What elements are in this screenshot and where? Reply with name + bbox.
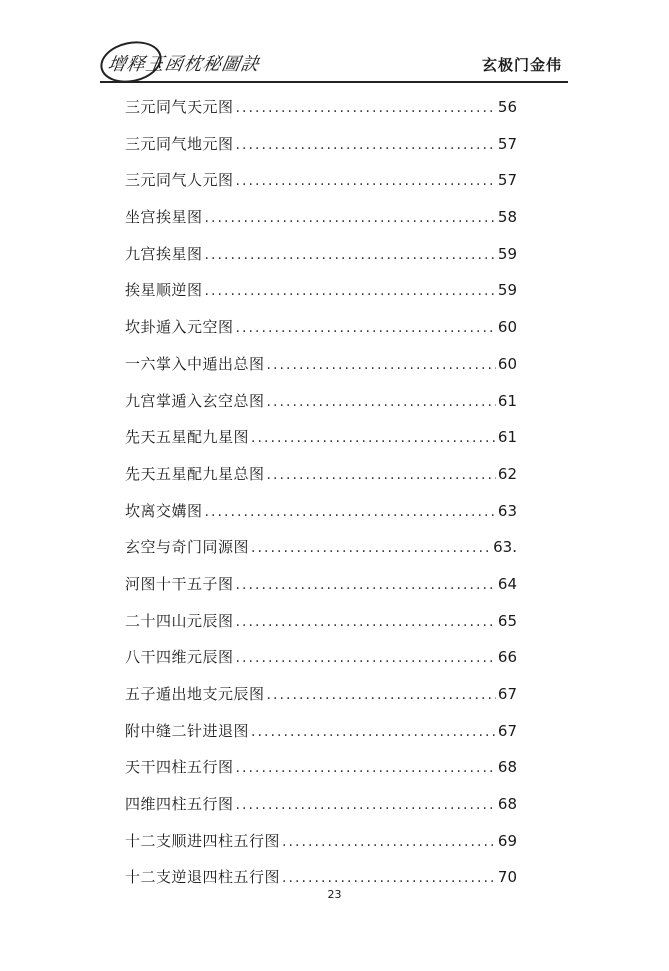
toc-entry[interactable] <box>125 677 517 714</box>
toc-entry-page: 70 <box>497 868 517 887</box>
toc-entry[interactable] <box>125 640 517 677</box>
toc-entry-title: 四维四柱五行图 <box>125 795 234 814</box>
author-name: 玄极门金伟 <box>481 56 562 74</box>
toc-entry[interactable] <box>125 273 517 310</box>
toc-entry-page: 66 <box>497 648 517 667</box>
dot-leader <box>205 501 496 523</box>
toc-entry[interactable] <box>125 90 517 127</box>
toc-entry-title: 九宫挨星图 <box>125 244 203 263</box>
toc-entry[interactable] <box>125 567 517 604</box>
toc-entry-title: 先天五星配九星图 <box>125 428 250 447</box>
toc-entry-title: 八干四维元辰图 <box>125 648 234 667</box>
dot-leader <box>282 831 496 853</box>
dot-leader <box>267 464 496 486</box>
toc-entry[interactable] <box>125 824 517 861</box>
toc-entry-title: 坐宫挨星图 <box>125 208 203 227</box>
toc-entry-page: 57 <box>497 171 517 190</box>
dot-leader <box>236 757 496 779</box>
toc-entry-page: 60 <box>497 354 517 373</box>
page-header <box>100 42 570 84</box>
dot-leader <box>205 244 496 266</box>
toc-entry-title: 三元同气地元图 <box>125 134 234 153</box>
toc-entry-page: 65 <box>497 611 517 630</box>
header-divider <box>100 81 568 83</box>
dot-leader <box>205 280 496 302</box>
dot-leader <box>236 134 496 156</box>
dot-leader <box>236 611 496 633</box>
toc-entry[interactable] <box>125 310 517 347</box>
toc-entry-page: 68 <box>497 795 517 814</box>
toc-entry-title: 三元同气天元图 <box>125 98 234 116</box>
toc-entry-title: 三元同气人元图 <box>125 171 234 190</box>
dot-leader <box>205 207 496 229</box>
toc-entry-title: 五子遁出地支元辰图 <box>125 685 265 703</box>
toc-entry-title: 玄空与奇门同源图 <box>125 538 250 557</box>
toc-entry[interactable] <box>125 530 517 567</box>
toc-entry[interactable] <box>125 494 517 531</box>
dot-leader <box>236 97 496 119</box>
toc-entry-page: 64 <box>497 574 517 593</box>
toc-entry-title: 河图十干五子图 <box>125 574 234 593</box>
toc-entry[interactable] <box>125 127 517 164</box>
toc-entry[interactable] <box>125 384 517 421</box>
toc-entry-page: 63 <box>497 501 517 520</box>
toc-entry-title: 附中缝二针进退图 <box>125 721 250 740</box>
toc-entry[interactable] <box>125 347 517 384</box>
toc-entry-title: 先天五星配九星总图 <box>125 464 265 483</box>
toc-entry-page: 67 <box>497 721 517 740</box>
dot-leader <box>251 427 496 449</box>
toc-entry-title: 九宫掌遁入玄空总图 <box>125 391 265 410</box>
toc-entry-title: 坎离交媾图 <box>125 501 203 520</box>
dot-leader <box>251 537 491 559</box>
dot-leader <box>267 391 496 413</box>
toc-entry-title: 一六掌入中遁出总图 <box>125 354 265 373</box>
toc-entry-title: 十二支顺进四柱五行图 <box>125 831 281 850</box>
toc-entry-title: 十二支逆退四柱五行图 <box>125 868 281 887</box>
dot-leader <box>267 354 496 376</box>
toc-entry-title: 挨星顺逆图 <box>125 281 203 300</box>
dot-leader <box>251 721 496 743</box>
toc-entry-page: 69 <box>497 831 517 850</box>
toc-entry[interactable] <box>125 750 517 787</box>
toc-entry-page: 61 <box>497 391 517 410</box>
toc-entry[interactable] <box>125 714 517 751</box>
toc-entry[interactable] <box>125 200 517 237</box>
toc-entry-page: 60 <box>497 318 517 337</box>
toc-entry-page: 67 <box>497 685 517 703</box>
toc-entry-page: 59 <box>497 244 517 263</box>
toc-entry-page: 57 <box>497 134 517 153</box>
toc-entry[interactable] <box>125 787 517 824</box>
dot-leader <box>236 574 496 596</box>
dot-leader <box>267 684 496 706</box>
dot-leader <box>236 794 496 816</box>
toc-entry[interactable] <box>125 457 517 494</box>
toc-entry-page: 62 <box>497 464 517 483</box>
toc-entry[interactable] <box>125 237 517 274</box>
toc-entry-page: 58 <box>497 208 517 227</box>
table-of-contents <box>125 90 517 897</box>
toc-entry-page: 56 <box>497 98 517 116</box>
dot-leader <box>236 317 496 339</box>
toc-entry-page: 59 <box>497 281 517 300</box>
toc-entry-page: 68 <box>497 758 517 777</box>
toc-entry[interactable] <box>125 420 517 457</box>
dot-leader <box>236 170 496 192</box>
toc-entry-title: 坎卦遁入元空图 <box>125 318 234 337</box>
dot-leader <box>236 647 496 669</box>
dot-leader <box>282 867 496 889</box>
toc-entry[interactable] <box>125 163 517 200</box>
book-logo-title: 增释玉函枕秘圖訣 <box>105 54 262 75</box>
toc-entry[interactable] <box>125 604 517 641</box>
toc-entry-title: 天干四柱五行图 <box>125 758 234 777</box>
page-number: 23 <box>327 888 342 901</box>
toc-entry-page: 63. <box>493 538 517 557</box>
toc-entry-page: 61 <box>497 428 517 447</box>
toc-entry-title: 二十四山元辰图 <box>125 611 234 630</box>
